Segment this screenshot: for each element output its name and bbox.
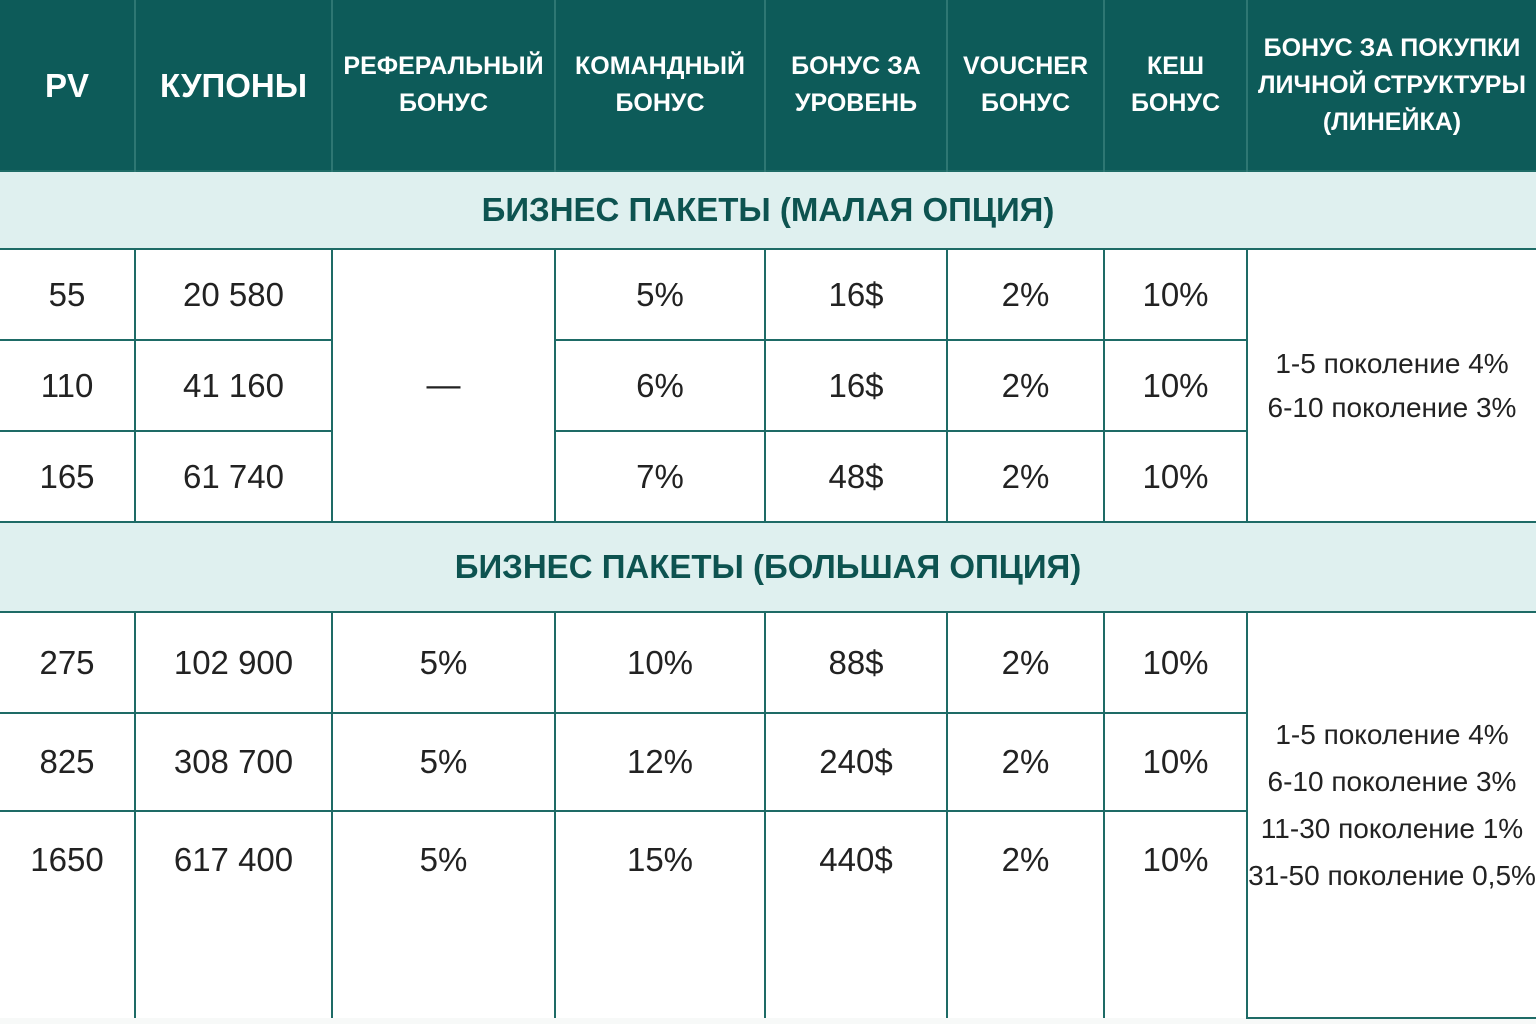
header-team-line-1: КОМАНДНЫЙ [575,52,745,80]
header-level-line-2: УРОВЕНЬ [794,89,918,117]
header-voucher-line-2: БОНУС [980,89,1071,117]
cell-pv: 55 [0,249,135,340]
section-title-small: БИЗНЕС ПАКЕТЫ (МАЛАЯ ОПЦИЯ) [0,171,1536,249]
section-title-large: БИЗНЕС ПАКЕТЫ (БОЛЬШАЯ ОПЦИЯ) [0,522,1536,612]
cell-kupony: 617 400 [135,811,332,908]
cell-kupony: 102 900 [135,612,332,713]
header-voucher-line-1: VOUCHER [962,52,1088,80]
cell-pv: 275 [0,612,135,713]
cell-voucher: 2% [947,431,1104,522]
cell-level: 48$ [765,431,947,522]
cell-level: 88$ [765,612,947,713]
table-body [0,171,1536,1018]
cell-referral-merged: — [332,249,555,522]
line-bonus-text: 31-50 поколение 0,5% [1248,860,1536,891]
cell-team: 6% [555,340,765,431]
cell-cash: 10% [1104,811,1247,908]
cell-voucher: 2% [947,340,1104,431]
cell-kupony: 61 740 [135,431,332,522]
cell-level: 240$ [765,713,947,811]
cell-referral: 5% [332,713,555,811]
cell-pv: 1650 [0,811,135,908]
cell-empty [765,908,947,1018]
line-bonus-text: 1-5 поколение 4% [1275,719,1509,750]
table-row [0,249,1536,340]
cell-team: 10% [555,612,765,713]
cell-team: 12% [555,713,765,811]
header-level-line-1: БОНУС ЗА [791,52,921,80]
cell-pv: 825 [0,713,135,811]
section-small-option [0,171,1536,249]
cell-cash: 10% [1104,340,1247,431]
header-line-line-1: БОНУС ЗА ПОКУПКИ [1263,33,1521,62]
header-voucher-bonus [947,0,1104,171]
cell-empty [947,908,1104,1018]
header-cash-bonus [1104,0,1247,171]
header-kupony: КУПОНЫ [135,0,332,171]
cell-cash: 10% [1104,431,1247,522]
cell-team: 15% [555,811,765,908]
header-referral-line-1: РЕФЕРАЛЬНЫЙ [343,52,544,80]
cell-level: 16$ [765,249,947,340]
header-referral-line-2: БОНУС [398,89,489,117]
cell-voucher: 2% [947,811,1104,908]
header-cash-line-2: БОНУС [1130,89,1221,117]
header-referral-bonus [332,0,555,171]
cell-cash: 10% [1104,713,1247,811]
cell-pv: 110 [0,340,135,431]
cell-kupony: 41 160 [135,340,332,431]
cell-empty [0,908,135,1018]
cell-team: 7% [555,431,765,522]
section-large-option [0,522,1536,612]
cell-empty [135,908,332,1018]
cell-kupony: 308 700 [135,713,332,811]
line-bonus-text: 6-10 поколение 3% [1267,391,1517,423]
line-bonus-text: 1-5 поколение 4% [1275,347,1509,379]
cell-voucher: 2% [947,713,1104,811]
cell-empty [555,908,765,1018]
cell-kupony: 20 580 [135,249,332,340]
cell-referral: 5% [332,811,555,908]
cell-referral: 5% [332,612,555,713]
table-header [0,0,1536,171]
cell-team: 5% [555,249,765,340]
cell-empty [1104,908,1247,1018]
header-line-line-2: ЛИЧНОЙ СТРУКТУРЫ [1258,70,1526,99]
header-line-line-3: (ЛИНЕЙКА) [1322,107,1462,136]
cell-pv: 165 [0,431,135,522]
cell-line-bonus-large [1247,612,1536,1018]
cell-voucher: 2% [947,612,1104,713]
header-line-bonus [1247,0,1536,171]
header-pv: PV [0,0,135,171]
cell-voucher: 2% [947,249,1104,340]
header-team-line-2: БОНУС [615,89,705,117]
cell-line-bonus-small [1247,249,1536,522]
line-bonus-text: 11-30 поколение 1% [1260,813,1524,844]
cell-cash: 10% [1104,249,1247,340]
cell-level: 440$ [765,811,947,908]
header-team-bonus [555,0,765,171]
header-level-bonus [765,0,947,171]
cell-cash: 10% [1104,612,1247,713]
cell-empty [332,908,555,1018]
header-cash-line-1: КЕШ [1146,52,1205,80]
cell-level: 16$ [765,340,947,431]
line-bonus-text: 6-10 поколение 3% [1267,766,1517,797]
table-row [0,612,1536,713]
